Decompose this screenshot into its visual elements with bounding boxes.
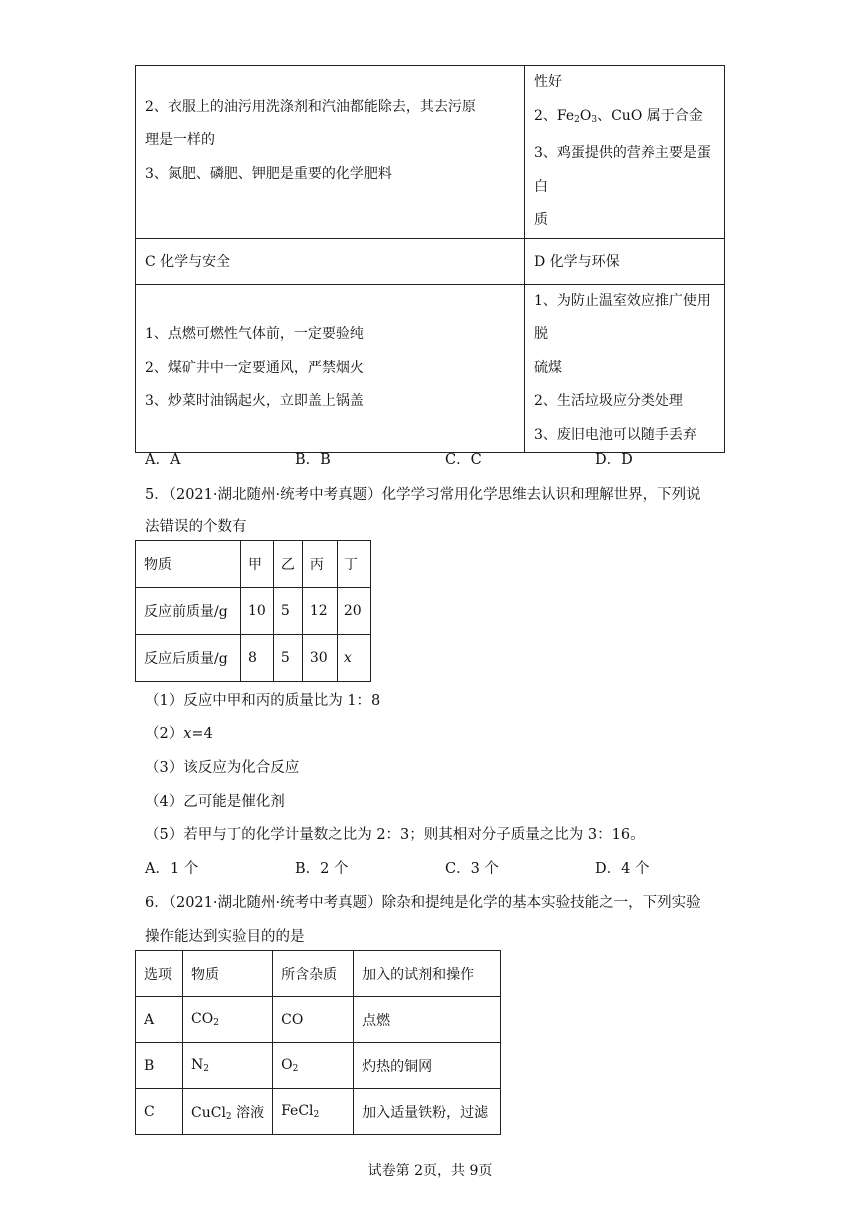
q6-table — [135, 950, 501, 1135]
q4-b-line-1: 2、衣服上的油污用洗涤剂和汽油都能除去，其去污原 — [145, 98, 476, 115]
q4-option-c[interactable]: C．C — [445, 452, 482, 468]
q4-c-line-2: 2、煤矿井中一定要通风，严禁烟火 — [145, 359, 364, 376]
q5-stem-line-1: 5．（2021·湖北随州·统考中考真题）化学学习常用化学思维去认识和理解世界，下列说 — [145, 487, 701, 503]
q5-header-substance: 物质 — [136, 541, 241, 588]
q6-row-c-substance: CuCl$_2$ 溶液 — [183, 1089, 273, 1135]
q4-b-line-2: 理是一样的 — [145, 132, 215, 148]
q5-after-jia: 8 — [241, 635, 274, 682]
q5-header-ding: 丁 — [337, 541, 370, 588]
q4-option-b[interactable]: B．B — [295, 452, 331, 468]
q6-header-operation: 加入的试剂和操作 — [354, 951, 501, 997]
q5-statement-4: （4）乙可能是催化剂 — [145, 794, 285, 810]
q4-right-line-3: 3、鸡蛋提供的营养主要是蛋白 — [534, 145, 711, 195]
q4-right-line-4: 质 — [534, 212, 548, 228]
q6-row-c-operation: 加入适量铁粉，过滤 — [354, 1089, 501, 1135]
q4-option-d[interactable]: D．D — [595, 452, 633, 468]
q4-header-d: D 化学与环保 — [525, 238, 725, 284]
q5-statement-1: （1）反应中甲和丙的质量比为 1：8 — [145, 693, 381, 709]
q5-statement-2: （2）x=4 — [145, 726, 213, 742]
q4-cell-d-items-top — [525, 66, 725, 239]
q4-option-a[interactable]: A．A — [145, 452, 181, 468]
q6-row-a-operation: 点燃 — [354, 997, 501, 1043]
page-footer: 试卷第 2页，共 9页 — [367, 1163, 493, 1179]
q5-before-jia: 10 — [241, 588, 274, 635]
q4-cell-d-items — [525, 284, 725, 453]
q4-d-line-4: 3、废旧电池可以随手丢弃 — [534, 426, 697, 443]
q5-option-c[interactable]: C．3 个 — [445, 861, 499, 877]
q5-row-before-label: 反应前质量/g — [136, 588, 241, 635]
q4-table — [135, 65, 725, 453]
q5-row-after-label: 反应后质量/g — [136, 635, 241, 682]
q5-after-ding: x — [337, 635, 370, 682]
q6-header-option: 选项 — [136, 951, 183, 997]
q6-header-substance: 物质 — [183, 951, 273, 997]
q4-d-line-1: 1、为防止温室效应推广使用脱 — [534, 292, 711, 342]
q5-before-yi: 5 — [273, 588, 302, 635]
q5-stem-line-2: 法错误的个数有 — [145, 519, 247, 535]
q5-header-jia: 甲 — [241, 541, 274, 588]
q5-statement-5: （5）若甲与丁的化学计量数之比为 2：3；则其相对分子质量之比为 3：16。 — [145, 827, 645, 843]
q4-cell-c-items — [136, 284, 525, 453]
q6-row-a-substance: $CO_2$ — [183, 997, 273, 1043]
q4-header-c: C 化学与安全 — [136, 238, 525, 284]
q4-cell-b-items — [136, 66, 525, 239]
q5-after-bing: 30 — [302, 635, 337, 682]
q6-row-a-option: A — [136, 997, 183, 1043]
q6-row-b-impurity: $O_2$ — [273, 1043, 354, 1089]
q4-right-line-1: 性好 — [534, 74, 562, 90]
q6-row-b-substance: $N_2$ — [183, 1043, 273, 1089]
q5-statement-3: （3）该反应为化合反应 — [145, 760, 300, 776]
q4-d-line-3: 2、生活垃圾应分类处理 — [534, 393, 683, 409]
q5-before-bing: 12 — [302, 588, 337, 635]
q6-stem-line-2: 操作能达到实验目的的是 — [145, 929, 305, 945]
q4-c-line-3: 3、炒菜时油锅起火，立即盖上锅盖 — [145, 393, 364, 409]
q4-right-line-2: 2、$Fe_2O_3$、CuO 属于合金 — [534, 107, 703, 125]
q6-stem-line-1: 6．（2021·湖北随州·统考中考真题）除杂和提纯是化学的基本实验技能之一，下列实验 — [145, 895, 701, 911]
q4-b-line-3: 3、氮肥、磷肥、钾肥是重要的化学肥料 — [145, 165, 392, 182]
q6-header-impurity: 所含杂质 — [273, 951, 354, 997]
q6-row-c-option: C — [136, 1089, 183, 1135]
q5-after-yi: 5 — [273, 635, 302, 682]
q5-before-ding: 20 — [337, 588, 370, 635]
q5-option-b[interactable]: B．2 个 — [295, 861, 349, 877]
q6-row-b-option: B — [136, 1043, 183, 1089]
q6-row-b-operation: 灼热的铜网 — [354, 1043, 501, 1089]
q4-d-line-2: 硫煤 — [534, 359, 562, 376]
q6-row-c-impurity: FeCl$_2$ — [273, 1089, 354, 1135]
q5-option-d[interactable]: D．4 个 — [595, 861, 650, 877]
q6-row-a-impurity: CO — [273, 997, 354, 1043]
q5-header-bing: 丙 — [302, 541, 337, 588]
q5-table — [135, 540, 371, 682]
q5-option-a[interactable]: A．1 个 — [145, 861, 199, 877]
q4-c-line-1: 1、点燃可燃性气体前，一定要验纯 — [145, 326, 364, 342]
q5-header-yi: 乙 — [273, 541, 302, 588]
